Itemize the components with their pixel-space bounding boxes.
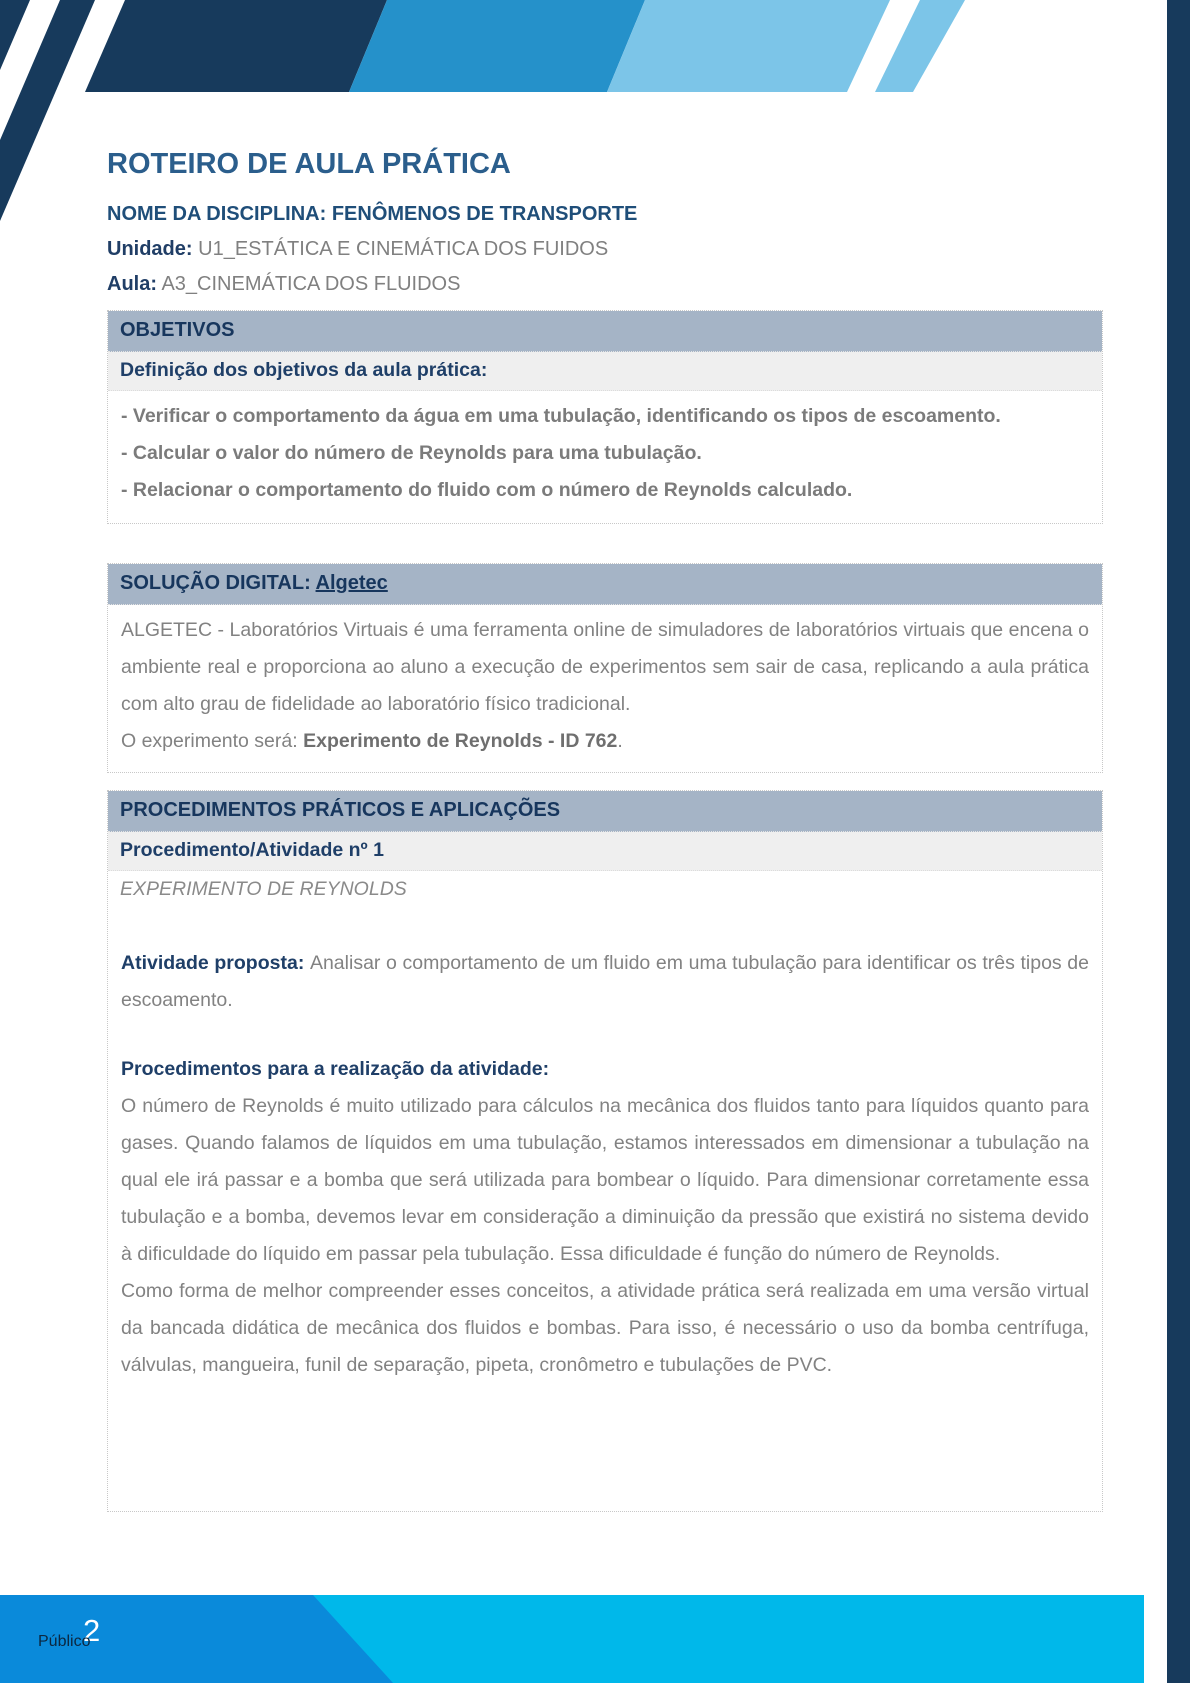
- procedimentos-paragraph: O número de Reynolds é muito utilizado para cálculos na mecânica dos fluidos tanto para líquidos quanto para gases. Quando falamos de líquidos em uma tubulação, estamos interessados em dimensionar a tubulação na qual ele irá passar e a bomba que será utilizada para bombear o líquido. Para dimensionar corretamente essa tubulação e a bomba, devemos levar em consideração a diminuição da pressão que existirá no sistema devido à dificuldade do líquido em passar pela tubulação. Essa dificuldade é função do número de Reynolds.: [121, 1095, 1089, 1265]
- experiment-prefix: O experimento será:: [121, 730, 304, 752]
- classification-label: Público: [38, 1633, 91, 1650]
- procedimentos-body: [108, 945, 1102, 1404]
- header-right-stripe: [875, 0, 965, 92]
- procedimentos-header: PROCEDIMENTOS PRÁTICOS E APLICAÇÕES: [108, 791, 1102, 832]
- solucao-digital-text: ALGETEC - Laboratórios Virtuais é uma ferramenta online de simuladores de laboratórios virtuais que encena o ambiente real e proporciona ao aluno a execução de experimentos sem sair de casa, replicando a aula prática com alto grau de fidelidade ao laboratório físico tradicional.: [121, 619, 1089, 715]
- aula-value: A3_CINEMÁTICA DOS FLUIDOS: [161, 273, 461, 295]
- atividade-proposta: [121, 945, 1089, 1019]
- experiment-name: Experimento de Reynolds - ID 762: [303, 730, 618, 752]
- algetec-link[interactable]: Algetec: [315, 572, 388, 594]
- objetivos-section: [107, 310, 1103, 524]
- footer: [0, 1595, 1190, 1683]
- realizacao-label: Procedimentos para a realização da atividade:: [121, 1058, 550, 1080]
- header-dark-band: [85, 0, 387, 92]
- unidade-value: U1_ESTÁTICA E CINEMÁTICA DOS FUIDOS: [198, 238, 609, 260]
- proposta-label: Atividade proposta:: [121, 952, 310, 974]
- proposta-text: Analisar o comportamento de um fluido em uma tubulação para identificar os três tipos de escoamento.: [121, 952, 1089, 1011]
- aula-line: [107, 273, 460, 296]
- procedimentos-paragraph: Como forma de melhor compreender esses conceitos, a atividade prática será realizada em uma versão virtual da bancada didática de mecânica dos fluidos e bombas. Para isso, é necessário o uso da bomba centrífuga, válvulas, mangueira, funil de separação, pipeta, cronômetro e tubulações de PVC.: [121, 1280, 1089, 1376]
- footer-decoration: [0, 1595, 1190, 1683]
- page-edge-bar: [1167, 0, 1190, 1683]
- unidade-line: [107, 238, 608, 261]
- header-left-stripe: [0, 0, 95, 221]
- objetivo-item: - Relacionar o comportamento do fluido com o número de Reynolds calculado.: [121, 479, 853, 501]
- objetivo-item: - Calcular o valor do número de Reynolds para uma tubulação.: [121, 442, 702, 464]
- discipline-heading: NOME DA DISCIPLINA: FENÔMENOS DE TRANSPORTE: [107, 203, 638, 225]
- unidade-label: Unidade:: [107, 238, 193, 260]
- objetivos-header: OBJETIVOS: [108, 311, 1102, 352]
- solucao-digital-label: SOLUÇÃO DIGITAL:: [120, 572, 316, 594]
- objetivos-body: [108, 391, 1102, 521]
- aula-label: Aula:: [107, 273, 157, 295]
- page-number: 2: [83, 1613, 101, 1648]
- solucao-digital-body: [108, 605, 1102, 772]
- experiment-suffix: .: [617, 730, 623, 752]
- objetivo-item: - Verificar o comportamento da água em uma tubulação, identificando os tipos de escoamento.: [121, 405, 1001, 427]
- objetivos-subheader: Definição dos objetivos da aula prática:: [108, 352, 1102, 391]
- header-decoration: [0, 0, 1190, 230]
- procedimentos-section: [107, 790, 1103, 1512]
- atividade-title: Procedimento/Atividade nº 1: [108, 832, 1102, 871]
- header-medium-band: [349, 0, 645, 92]
- header-light-band: [607, 0, 890, 92]
- page-title: ROTEIRO DE AULA PRÁTICA: [107, 148, 511, 180]
- solucao-digital-section: [107, 563, 1103, 773]
- header-corner-wedge: [0, 0, 30, 70]
- solucao-digital-header: [108, 564, 1102, 605]
- experiment-line: [121, 723, 1089, 760]
- atividade-subtitle: EXPERIMENTO DE REYNOLDS: [120, 878, 407, 900]
